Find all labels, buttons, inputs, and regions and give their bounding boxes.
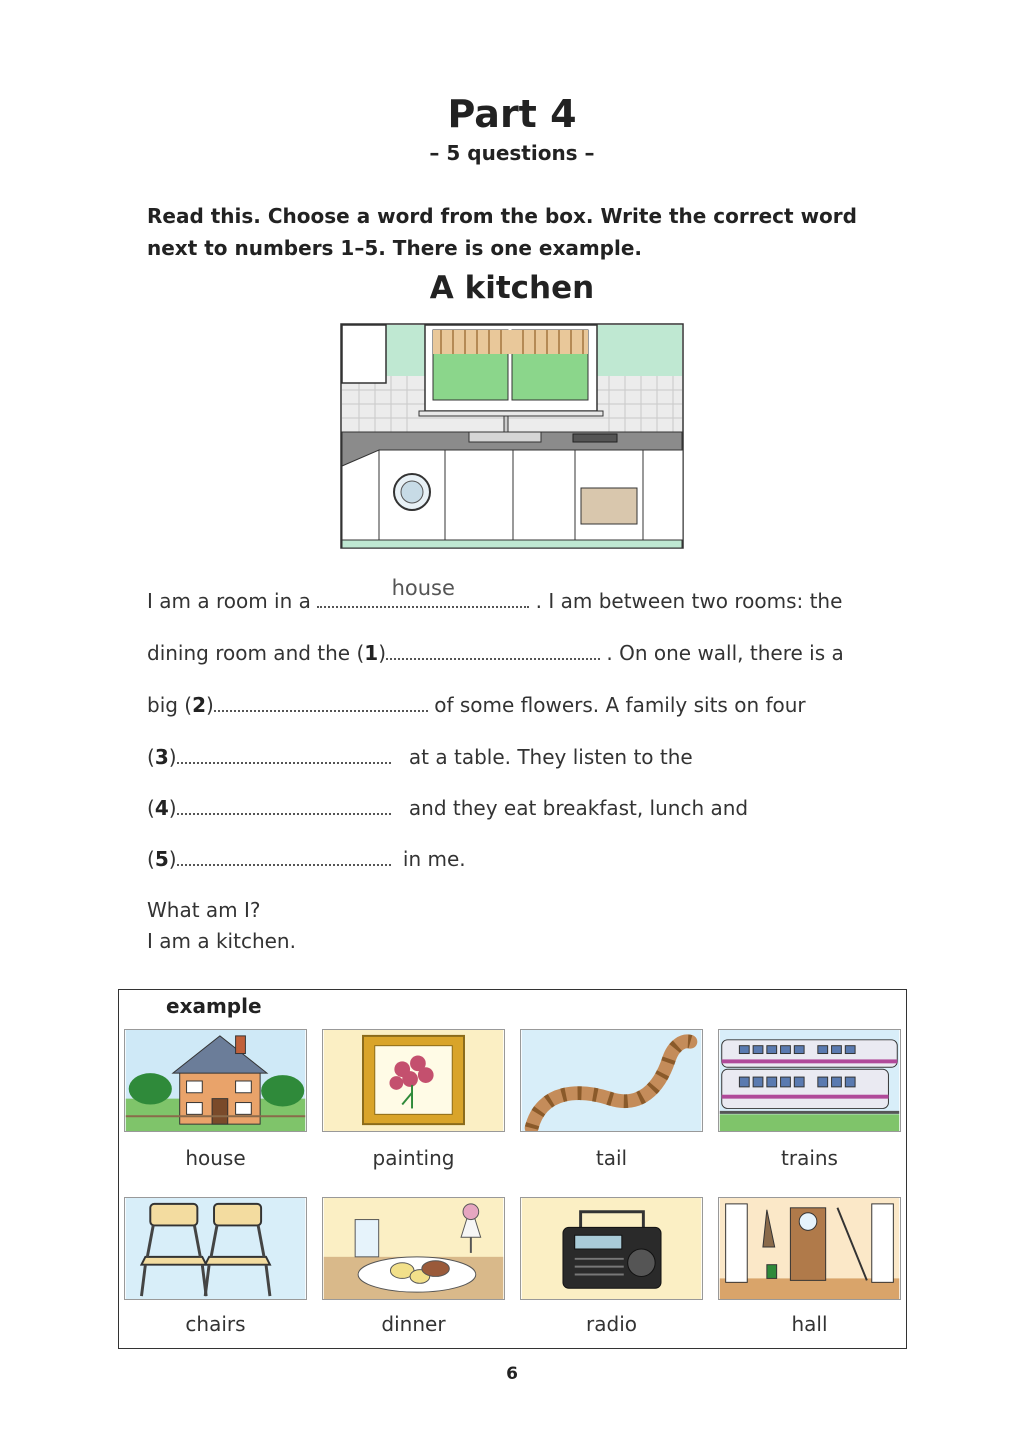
question-number-2: 2 [192, 693, 207, 717]
word-dinner: dinner [381, 1312, 446, 1336]
radio-icon [521, 1198, 702, 1299]
passage-text: of some flowers. A family sits on four [434, 693, 806, 717]
word-painting: painting [372, 1146, 455, 1170]
kitchen-image [329, 316, 687, 552]
passage-text: ) [168, 847, 177, 871]
dinner-picture [322, 1197, 505, 1300]
chairs-icon [125, 1198, 306, 1299]
hall-icon [719, 1198, 900, 1299]
radio-picture [520, 1197, 703, 1300]
word-house: house [185, 1146, 246, 1170]
passage-text: I am a room in a [147, 589, 311, 613]
instructions-line-1: Read this. Choose a word from the box. Write the correct word [147, 204, 857, 228]
answer-blank-3[interactable] [177, 744, 391, 764]
answer-blank-1[interactable] [386, 640, 600, 660]
answer-blank-5[interactable] [177, 846, 391, 866]
passage-line-4 [147, 744, 693, 769]
passage-text: dining room and the ( [147, 641, 365, 665]
hall-picture [718, 1197, 901, 1300]
chairs-picture [124, 1197, 307, 1300]
word-trains: trains [781, 1146, 838, 1170]
passage-text: . I am between two rooms: the [535, 589, 843, 613]
riddle-answer: I am a kitchen. [147, 929, 296, 953]
instructions [147, 200, 877, 264]
answer-blank-2[interactable] [214, 692, 428, 712]
word-chairs: chairs [185, 1312, 246, 1336]
passage-text: ) [206, 693, 214, 717]
painting-picture [322, 1029, 505, 1132]
question-number-1: 1 [364, 641, 379, 665]
passage-text: at a table. They listen to the [408, 745, 693, 769]
question-count: – 5 questions – [429, 141, 595, 165]
answer-blank-4[interactable] [177, 795, 391, 815]
passage-line-2 [147, 640, 844, 665]
instructions-line-2: next to numbers 1–5. There is one example. [147, 236, 643, 260]
page-number: 6 [506, 1364, 518, 1384]
passage-line-5 [147, 795, 748, 820]
trains-picture [718, 1029, 901, 1132]
riddle-question: What am I? [147, 898, 261, 922]
kitchen-illustration [329, 316, 687, 552]
tail-picture [520, 1029, 703, 1132]
passage-text: and they eat breakfast, lunch and [408, 796, 749, 820]
word-hall: hall [791, 1312, 828, 1336]
example-answer: house [391, 576, 455, 600]
example-answer-blank[interactable] [317, 576, 529, 608]
dinner-icon [323, 1198, 504, 1299]
question-number-4: 4 [154, 796, 169, 820]
passage-text: ( [147, 796, 155, 820]
page-title: Part 4 [447, 92, 577, 136]
house-icon [125, 1030, 306, 1131]
passage-text: ) [168, 745, 177, 769]
passage-text: ) [378, 641, 387, 665]
trains-icon [719, 1030, 900, 1131]
passage-text: ) [168, 796, 177, 820]
passage-line-1 [147, 576, 843, 613]
question-number-3: 3 [154, 745, 169, 769]
question-number-5: 5 [154, 847, 169, 871]
example-label: example [166, 994, 262, 1018]
house-picture [124, 1029, 307, 1132]
word-radio: radio [586, 1312, 637, 1336]
passage-text: . On one wall, there is a [606, 641, 844, 665]
passage-text: ( [147, 745, 155, 769]
passage-text: in me. [402, 847, 466, 871]
passage-line-6 [147, 846, 466, 871]
word-tail: tail [595, 1146, 628, 1170]
passage-text: big ( [147, 693, 193, 717]
reading-heading: A kitchen [429, 270, 595, 306]
passage-line-3 [147, 692, 806, 717]
painting-icon [323, 1030, 504, 1131]
passage-text: ( [147, 847, 155, 871]
tail-icon [521, 1030, 702, 1131]
